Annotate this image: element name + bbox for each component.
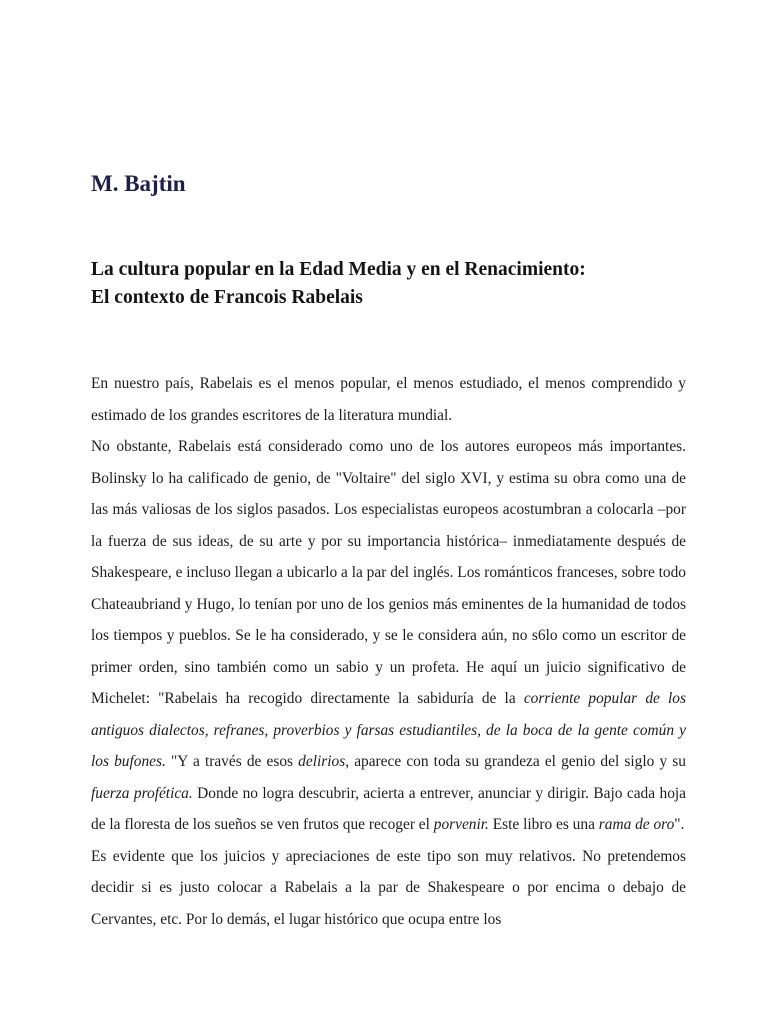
paragraph-2-italic-2: delirios [298, 753, 346, 770]
paragraph-2-text-d: Donde no logra descubrir, acierta a entrever, anunciar y dirigir. Bajo cada hoja de la floresta de los sueños se ven frutos que recoger el [91, 784, 686, 833]
paragraph-2-text-b: "Y a través de esos [165, 753, 299, 770]
paragraph-1: En nuestro país, Rabelais es el menos popular, el menos estudiado, el menos comprendido y estimado de los grandes escritores de la literatura mundial. [91, 375, 686, 424]
paragraph-3: Es evidente que los juicios y apreciaciones de este tipo son muy relativos. No pretendemos decidir si es justo colocar a Rabelais a la par de Shakespeare o por encima o debajo de Cervantes, etc. Por lo demás, el lugar histórico que ocupa entre los [91, 847, 686, 928]
paragraph-2-text-a: No obstante, Rabelais está considerado como uno de los autores europeos más importantes. Bolinsky lo ha calificado de genio, de "Voltaire" del siglo XVI, y estima su obra como una de las más valiosas de los siglos pasados. Los especialistas europeos acostumbran a colocarla –por la fuerza de sus ideas, de su arte y por su importancia histórica– inmediatamente después de Shakespeare, e incluso llegan a ubicarlo a la par del inglés. Los románticos franceses, sobre todo Chateaubriand y Hugo, lo tenían por uno de los genios más eminentes de la humanidad de todos los tiempos y pueblos. Se le ha considerado, y se le considera aún, no s6lo como un escritor de primer orden, sino también como un sabio y un profeta. He aquí un juicio significativo de Michelet: "Rabelais ha recogido directamente la sabiduría de la [91, 438, 686, 707]
paragraph-2-text-e: Este libro es una [488, 816, 599, 833]
paragraph-2-italic-3: fuerza profética. [91, 784, 193, 802]
paragraph-2-italic-1: corriente popular de los antiguos dialectos, refranes, proverbios y farsas estudiantiles, de la boca de la gente común y los bufones. [91, 690, 686, 770]
author-name: M. Bajtin [91, 171, 186, 196]
paragraph-2 [91, 431, 686, 841]
document-body [91, 368, 686, 935]
title-line-1: La cultura popular en la Edad Media y en el Renacimiento: [91, 259, 586, 280]
paragraph-2-text-f: ". [674, 816, 685, 833]
title-line-2: El contexto de Francois Rabelais [91, 287, 363, 308]
paragraph-2-italic-5: rama de oro [598, 816, 675, 833]
document-title [91, 256, 586, 312]
paragraph-2-italic-4: porvenir. [433, 816, 489, 833]
paragraph-2-text-c: , aparece con toda su grandeza el genio del siglo y su [345, 753, 686, 770]
